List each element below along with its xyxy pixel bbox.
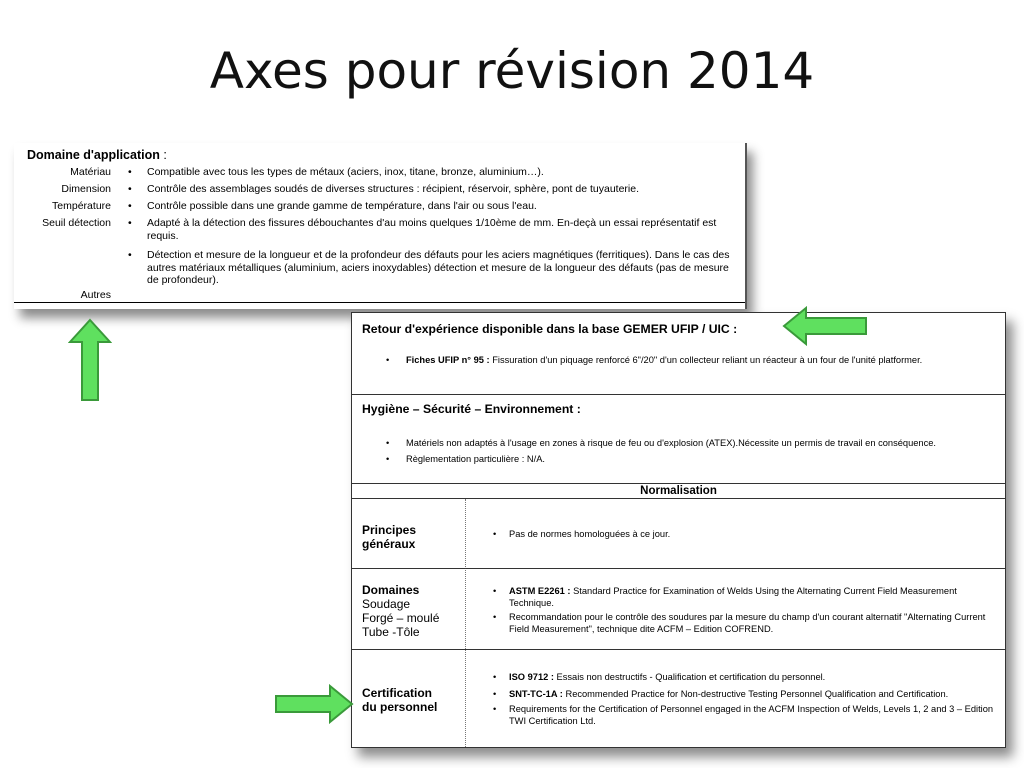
bullet: •	[128, 200, 132, 212]
right-arrow-icon	[274, 684, 354, 724]
bullet: •	[493, 612, 497, 622]
snt-item: SNT-TC-1A : Recommended Practice for Non-destructive Testing Personnel Qualification and Certification.	[509, 689, 949, 699]
row-text-dimension: Contrôle des assemblages soudés de diverses structures : récipient, réservoir, sphère, pont de tuyauterie.	[147, 183, 640, 195]
principes-label: Principes généraux	[362, 523, 417, 551]
normalisation-heading: Normalisation	[640, 485, 717, 497]
domaine-application-card	[14, 143, 747, 309]
principes-item: Pas de normes homologuées à ce jour.	[509, 529, 671, 539]
recommandation-item: Recommandation pour le contrôle des soudures par la mesure du champ d'un courant alternatif "Alternating Current Field Measurement", technique dite ACFM – Edition COFREND.	[509, 612, 986, 634]
hse-title: Hygiène – Sécurité – Environnement :	[362, 402, 581, 416]
row-text-seuil: Adapté à la détection des fissures débouchantes d'au moins quelques 1/10ème de mm. En-deçà un essai représentatif est requis.	[147, 217, 717, 242]
row-label-materiau: Matériau	[70, 166, 111, 178]
divider	[14, 302, 745, 303]
bullet: •	[128, 249, 132, 261]
twi-item: Requirements for the Certification of Personnel engaged in the ACFM Inspection of Welds, Levels 1, 2 and 3 – Edition TWI Certification Ltd.	[509, 704, 994, 726]
astm-item: ASTM E2261 : Standard Practice for Examination of Welds Using the Alternating Current Field Measurement Technique.	[509, 586, 957, 608]
left-arrow-icon	[782, 306, 868, 346]
bullet: •	[128, 183, 132, 195]
divider	[352, 649, 1005, 650]
bullet: •	[493, 586, 497, 596]
domaine-heading: Domaine d'application :	[27, 148, 167, 162]
retour-item: Fiches UFIP n° 95 : Fissuration d'un piquage renforcé 6"/20" d'un collecteur reliant un réacteur à un four de l'unité platformer.	[406, 355, 923, 365]
hse-item: Matériels non adaptés à l'usage en zones à risque de feu ou d'explosion (ATEX).Nécessite un permis de travail en conséquence.	[406, 438, 936, 448]
retour-title: Retour d'expérience disponible dans la base GEMER UFIP / UIC :	[362, 322, 738, 336]
up-arrow-icon	[68, 318, 112, 404]
domaines-label: Domaines Soudage Forgé – moulé Tube -Tôle	[362, 583, 440, 639]
row-label-temperature: Température	[52, 200, 111, 212]
bullet: •	[493, 529, 497, 539]
divider	[352, 483, 1005, 484]
bullet: •	[128, 217, 132, 229]
hse-item: Règlementation particulière : N/A.	[406, 454, 546, 464]
slide-title: Axes pour révision 2014	[209, 42, 815, 100]
retour-normalisation-card	[351, 312, 1006, 748]
bullet: •	[386, 438, 390, 448]
row-label-seuil: Seuil détection	[42, 217, 111, 229]
row-text-materiau: Compatible avec tous les types de métaux (aciers, inox, titane, bronze, aluminium…).	[147, 166, 544, 178]
row-text-temperature: Contrôle possible dans une grande gamme de température, dans l'air ou sous l'eau.	[147, 200, 537, 212]
row-label-autres: Autres	[80, 289, 111, 301]
row-text-detection: Détection et mesure de la longueur et de la profondeur des défauts pour les aciers magnétiques (ferritiques). Dans le cas des autres matériaux métalliques (aluminium, aciers inoxydables) détection et mesure de la longueur des défauts (pas de mesure de profondeur).	[147, 249, 730, 286]
divider	[352, 394, 1005, 395]
iso-item: ISO 9712 : Essais non destructifs - Qualification et certification du personnel.	[509, 672, 826, 682]
row-label-dimension: Dimension	[61, 183, 111, 195]
certification-label: Certification du personnel	[362, 686, 438, 714]
bullet: •	[128, 166, 132, 178]
divider	[352, 498, 1005, 499]
bullet: •	[493, 672, 497, 682]
divider	[352, 568, 1005, 569]
bullet: •	[493, 689, 497, 699]
bullet: •	[386, 355, 390, 365]
bullet: •	[493, 704, 497, 714]
column-divider	[465, 499, 466, 747]
bullet: •	[386, 454, 390, 464]
